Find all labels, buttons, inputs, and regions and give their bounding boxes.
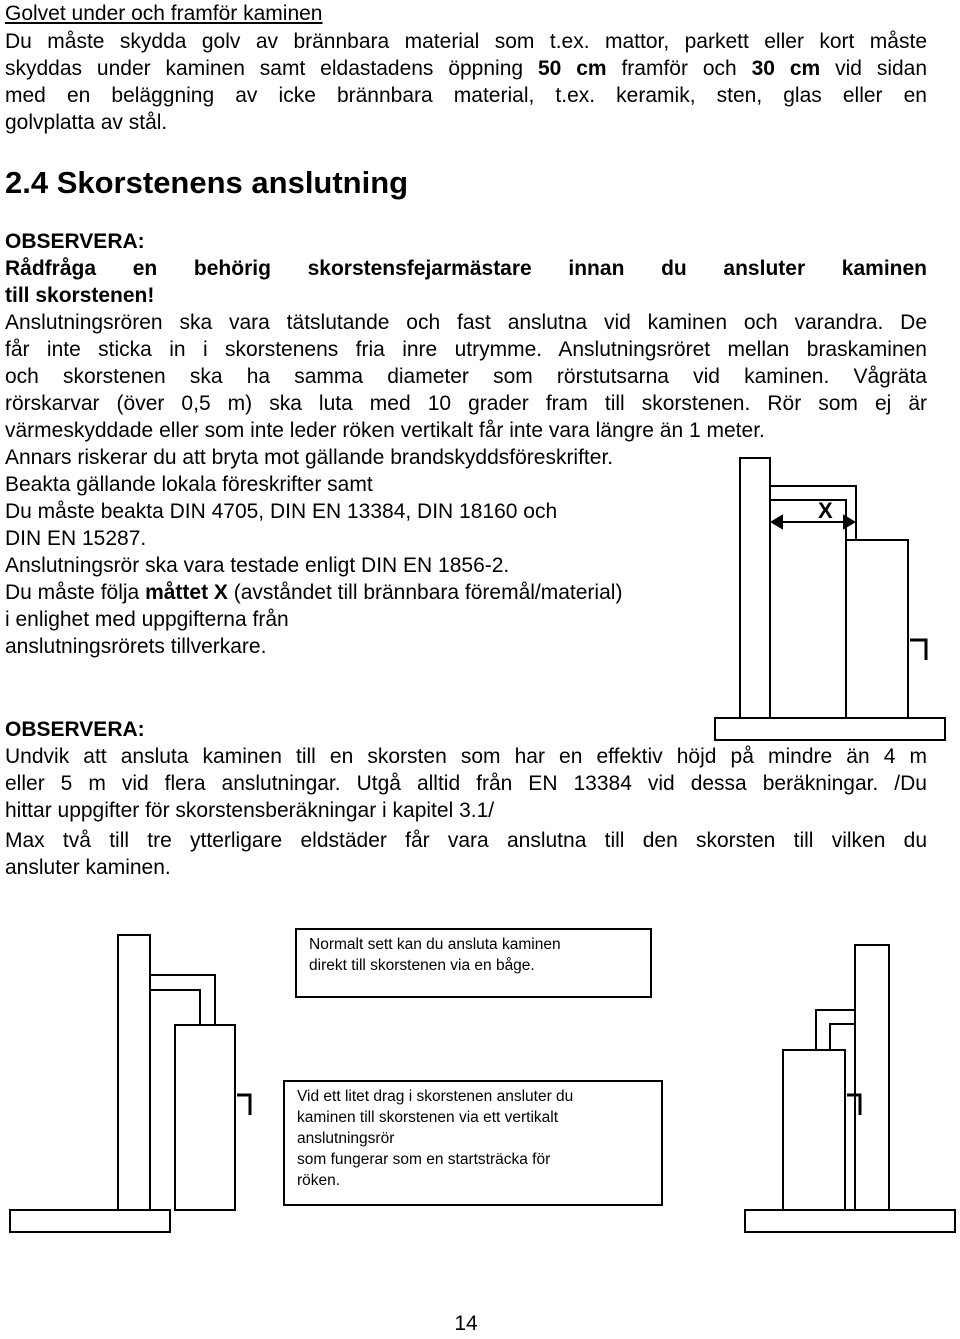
- obs-line: hittar uppgifter för skorstensberäkningar i kapitel 3.1/: [5, 799, 495, 822]
- stove-body: [175, 1025, 235, 1210]
- stove-body: [846, 540, 908, 718]
- floor-plate: [715, 718, 945, 740]
- body-line: värmeskyddade eller som inte leder röken vertikalt får inte vara längre än 1 meter.: [5, 419, 765, 442]
- obs-line: Undvik att ansluta kaminen till en skorsten som har en effektiv höjd på mindre än 4 m: [5, 745, 927, 768]
- floor-text-line: Du måste skydda golv av brännbara material som t.ex. mattor, parkett eller kort måste: [5, 30, 927, 53]
- floor-text-line: golvplatta av stål.: [5, 111, 168, 134]
- obs-line: eller 5 m vid flera anslutningar. Utgå alltid från EN 13384 vid dessa beräkningar. /Du: [5, 772, 927, 795]
- floor-section-title: Golvet under och framför kaminen: [5, 2, 323, 25]
- connection-pipe: [150, 975, 215, 1025]
- stove-handle: [237, 1095, 250, 1115]
- stove-body: [783, 1050, 845, 1210]
- obs-label: OBSERVERA:: [5, 718, 145, 741]
- body-line: anslutningsrörets tillverkare.: [5, 635, 267, 658]
- obs-line: Max två till tre ytterligare eldstäder får vara anslutna till den skorsten till vilken du: [5, 829, 927, 852]
- floor-text-line: skyddas under kaminen samt eldastadens öppning 50 cm framför och 30 cm vid sidan: [5, 57, 928, 80]
- body-line: Anslutningsrören ska vara tätslutande och fast anslutna vid kaminen och varandra. De: [5, 311, 927, 334]
- warning-line: Rådfråga en behörig skorstensfejarmästare innan du ansluter kaminen: [5, 257, 927, 280]
- body-line: Beakta gällande lokala föreskrifter samt: [5, 473, 373, 496]
- body-line: Du måste följa måttet X (avståndet till brännbara föremål/material): [5, 581, 623, 604]
- floor-text-line: med en beläggning av icke brännbara material, t.ex. keramik, sten, glas eller en: [5, 84, 927, 107]
- chimney-wall: [740, 458, 770, 738]
- page-number: 14: [454, 1312, 478, 1335]
- bottom-right-stove-diagram: [745, 945, 955, 1232]
- chimney-wall: [118, 935, 150, 1230]
- body-line: Du måste beakta DIN 4705, DIN EN 13384, DIN 18160 och: [5, 500, 558, 523]
- callout-vertical: Vid ett litet drag i skorstenen ansluter du kaminen till skorstenen via ett vertikalt anslutningsrör som fungerar som en startsträcka för röken.: [283, 1080, 663, 1206]
- body-line: DIN EN 15287.: [5, 527, 147, 550]
- floor-plate: [745, 1210, 955, 1232]
- callout-bend: Normalt sett kan du ansluta kaminen direkt till skorstenen via en båge.: [295, 928, 652, 998]
- chimney-wall: [855, 945, 889, 1225]
- floor-plate: [10, 1210, 170, 1232]
- body-line: i enlighet med uppgifterna från: [5, 608, 289, 631]
- bottom-left-stove-diagram: [10, 935, 250, 1232]
- connection-pipe: [770, 486, 856, 540]
- dimension-x-label: X: [818, 498, 833, 523]
- body-line: får inte sticka in i skorstenens fria inre utrymme. Anslutningsröret mellan braskaminen: [5, 338, 927, 361]
- obs-line: ansluter kaminen.: [5, 856, 171, 879]
- body-line: rörskarvar (över 0,5 m) ska luta med 10 grader fram till skorstenen. Rör som ej är: [5, 392, 927, 415]
- vertical-pipe: [816, 1010, 855, 1050]
- body-line: Anslutningsrör ska vara testade enligt DIN EN 1856-2.: [5, 554, 510, 577]
- stove-handle: [910, 640, 926, 660]
- obs-label: OBSERVERA:: [5, 230, 145, 253]
- section-heading: 2.4 Skorstenens anslutning: [5, 165, 409, 200]
- warning-line: till skorstenen!: [5, 284, 155, 307]
- body-line: och skorstenen ska ha samma diameter som rörstutsarna vid kaminen. Vågräta: [5, 365, 927, 388]
- body-line: Annars riskerar du att bryta mot gällande brandskyddsföreskrifter.: [5, 446, 614, 469]
- arrow-left: [772, 516, 782, 528]
